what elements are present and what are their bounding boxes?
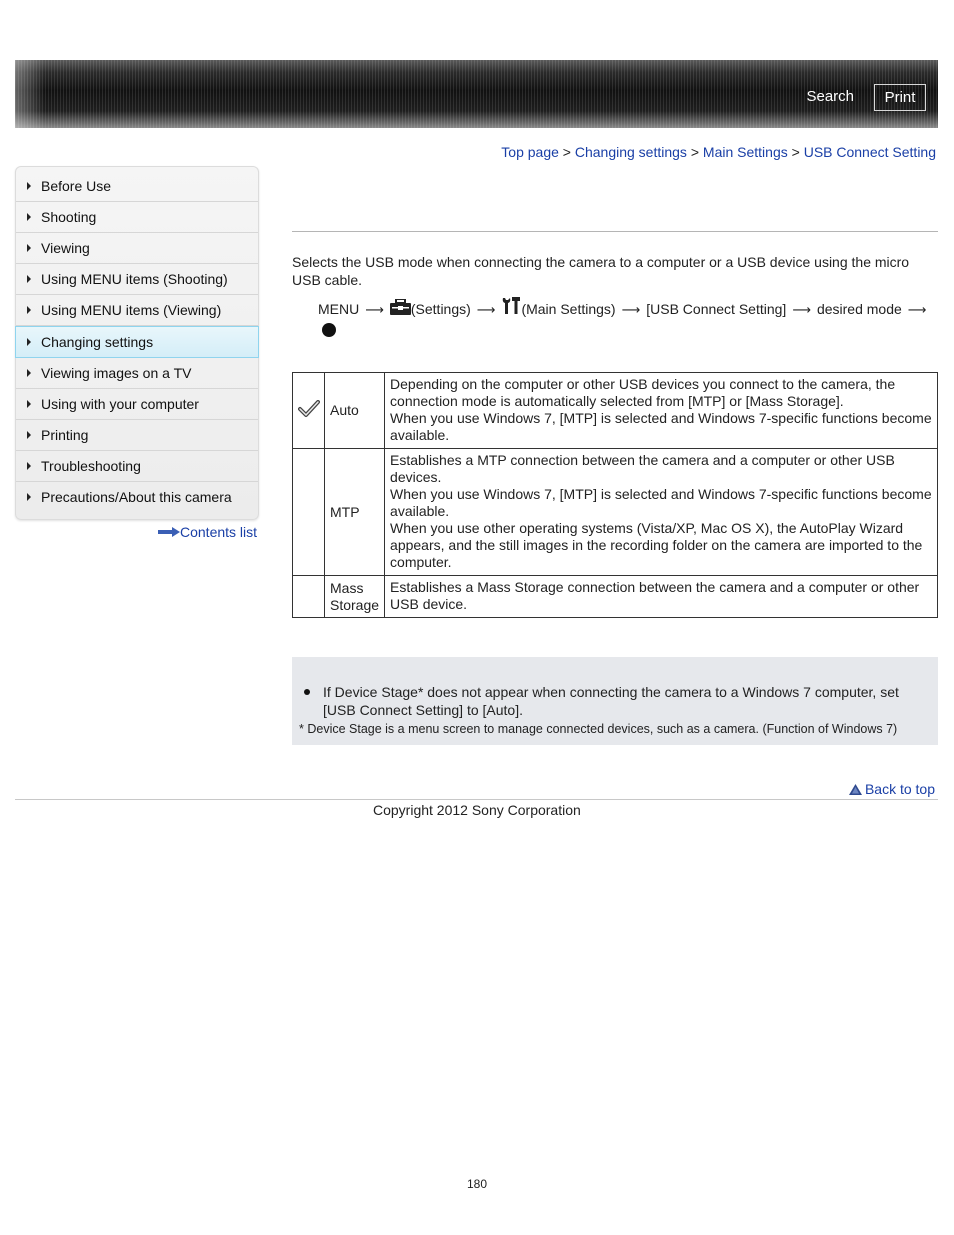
mode-description: Establishes a MTP connection between the camera and a computer or other USB devices. When you use Windows 7, [MTP] is selected and Windows 7-specific functions become available. When you use other operating systems (Vista/XP, Mac OS X), the AutoPlay Wizard appears, and the still images in the recording folder on the camera are imported to the computer.	[385, 449, 938, 576]
sidebar-item-label: Shooting	[41, 209, 97, 225]
mode-name: Auto	[325, 373, 385, 449]
chevron-right-icon	[27, 338, 31, 346]
chevron-right-icon	[27, 400, 31, 408]
footer-divider	[15, 799, 938, 800]
default-indicator	[293, 373, 325, 449]
print-button[interactable]: Print	[874, 84, 926, 111]
sidebar-item-menu-viewing[interactable]	[16, 295, 258, 326]
sidebar-item-label: Changing settings	[41, 334, 154, 350]
breadcrumb-separator: >	[791, 144, 800, 160]
header-fade	[15, 60, 45, 128]
chevron-right-icon	[27, 493, 31, 501]
note-footnote: * Device Stage is a menu screen to manage connected devices, such as a camera. (Function of Windows 7)	[299, 722, 898, 736]
sidebar-item-label: Precautions/About this camera	[41, 489, 232, 505]
arrow-right-icon: ⟶	[365, 302, 384, 317]
title-divider	[292, 231, 938, 232]
bullet-icon	[304, 689, 310, 695]
sidebar-item-printing[interactable]	[16, 420, 258, 451]
wrench-icon	[501, 296, 521, 314]
chevron-right-icon	[27, 213, 31, 221]
sidebar-item-label: Using with your computer	[41, 396, 199, 412]
note-box	[292, 657, 938, 745]
menu-path	[318, 296, 938, 320]
sidebar-item-before-use[interactable]	[16, 171, 258, 202]
intro-text: Selects the USB mode when connecting the camera to a computer or a USB device using the micro USB cable.	[292, 254, 910, 288]
page-number: 180	[466, 1177, 488, 1191]
default-indicator	[293, 449, 325, 576]
desired-mode-label: desired mode	[816, 301, 902, 317]
usb-modes-table	[292, 372, 938, 618]
arrow-right-icon: ⟶	[907, 302, 927, 317]
sidebar-item-label: Viewing	[41, 240, 90, 256]
contents-list-link[interactable]	[158, 524, 257, 540]
breadcrumb-main-settings[interactable]: Main Settings	[702, 144, 788, 160]
breadcrumb	[501, 144, 936, 160]
sidebar-item-changing-settings[interactable]	[15, 326, 259, 358]
toolbox-icon	[390, 299, 411, 315]
usb-connect-setting-label: [USB Connect Setting]	[646, 301, 787, 317]
breadcrumb-top-page[interactable]: Top page	[501, 144, 559, 160]
copyright: Copyright 2012 Sony Corporation	[373, 802, 581, 818]
checkmark-icon	[298, 400, 320, 418]
breadcrumb-separator: >	[690, 144, 700, 160]
sidebar-nav	[15, 166, 259, 520]
chevron-right-icon	[27, 306, 31, 314]
default-indicator	[293, 576, 325, 618]
arrow-right-icon: ⟶	[792, 302, 811, 317]
top-header-bar	[15, 60, 938, 128]
contents-list-label: Contents list	[180, 524, 258, 540]
sidebar-item-label: Before Use	[41, 178, 112, 194]
note-text: If Device Stage* does not appear when connecting the camera to a Windows 7 computer, set [USB Connect Setting] to [Auto].	[323, 684, 899, 718]
table-row	[293, 373, 938, 449]
sidebar-item-viewing-tv[interactable]	[16, 358, 258, 389]
menu-label: MENU	[318, 301, 360, 317]
settings-label: (Settings)	[410, 301, 471, 317]
sidebar-item-label: Using MENU items (Shooting)	[41, 271, 228, 287]
sidebar-item-label: Printing	[41, 427, 89, 443]
arrow-right-icon	[158, 527, 180, 537]
note-item	[300, 683, 932, 719]
chevron-right-icon	[27, 431, 31, 439]
sidebar-item-viewing[interactable]	[16, 233, 258, 264]
table-row	[293, 449, 938, 576]
chevron-right-icon	[27, 244, 31, 252]
main-settings-label: (Main Settings)	[521, 301, 616, 317]
breadcrumb-separator: >	[562, 144, 571, 160]
back-to-top-link[interactable]	[849, 781, 935, 797]
center-button-icon	[322, 323, 336, 337]
sidebar-item-troubleshooting[interactable]	[16, 451, 258, 482]
chevron-right-icon	[27, 369, 31, 377]
sidebar-item-menu-shooting[interactable]	[16, 264, 258, 295]
breadcrumb-changing-settings[interactable]: Changing settings	[574, 144, 687, 160]
chevron-right-icon	[27, 275, 31, 283]
mode-description: Depending on the computer or other USB devices you connect to the camera, the connection mode is automatically selected from [MTP] or [Mass Storage]. When you use Windows 7, [MTP] is selected and Windows 7-specific functions become available.	[385, 373, 938, 449]
mode-description: Establishes a Mass Storage connection between the camera and a computer or other USB device.	[385, 576, 938, 618]
chevron-right-icon	[27, 462, 31, 470]
triangle-up-icon	[849, 784, 862, 795]
sidebar-item-computer[interactable]	[16, 389, 258, 420]
arrow-right-icon: ⟶	[476, 302, 496, 317]
search-link[interactable]: Search	[806, 88, 854, 105]
arrow-right-icon: ⟶	[621, 302, 641, 317]
sidebar-item-shooting[interactable]	[16, 202, 258, 233]
table-row	[293, 576, 938, 618]
sidebar-item-label: Troubleshooting	[41, 458, 141, 474]
chevron-right-icon	[27, 182, 31, 190]
breadcrumb-usb-connect-setting[interactable]: USB Connect Setting	[803, 144, 936, 160]
sidebar-item-label: Viewing images on a TV	[41, 365, 192, 381]
mode-name: MTP	[325, 449, 385, 576]
mode-name: Mass Storage	[325, 576, 385, 618]
sidebar-item-label: Using MENU items (Viewing)	[41, 302, 222, 318]
sidebar-item-precautions[interactable]	[16, 482, 258, 512]
back-to-top-label: Back to top	[864, 781, 935, 797]
